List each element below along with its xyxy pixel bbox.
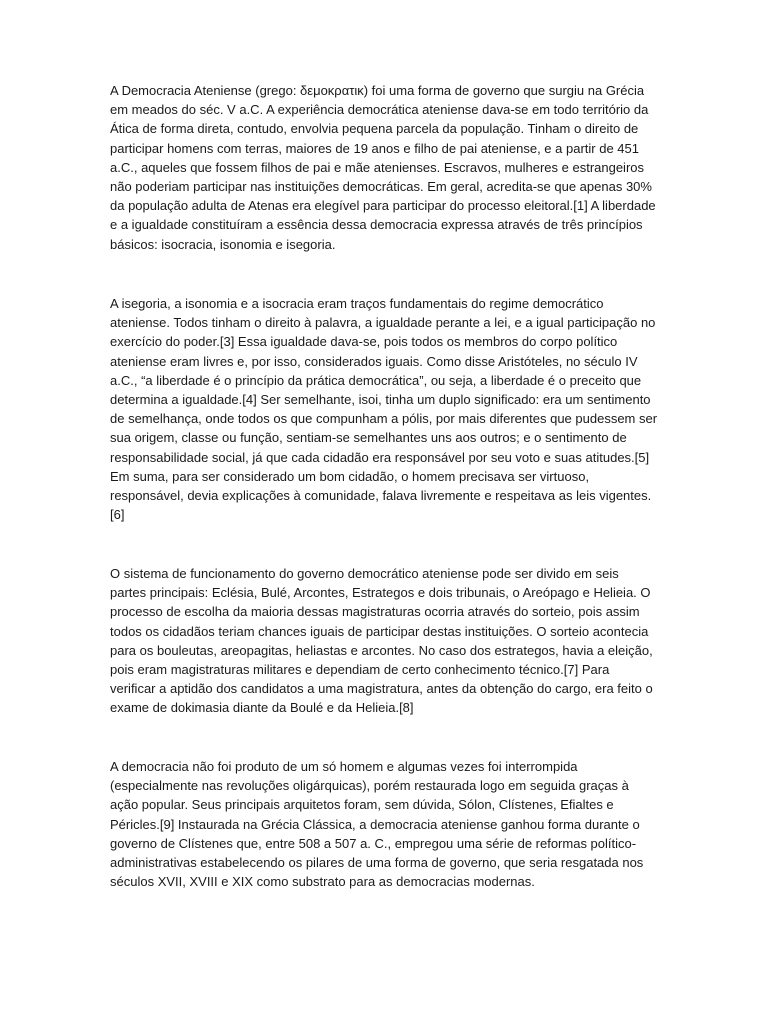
paragraph-athenian-democracy-intro: A Democracia Ateniense (grego: δεμοκρατικ) foi uma forma de governo que surgiu na Grécia em meados do séc. V a.C. A experiência democrática ateniense dava-se em todo território da Ática de forma direta, contudo, envolvia pequena parcela da população. Tinham o direito de participar homens com terras, maiores de 19 anos e filho de pai ateniense, e a partir de 451 a.C., aqueles que fossem filhos de pai e mãe atenienses. Escravos, mulheres e estrangeiros não poderiam participar nas instituições democráticas. Em geral, acredita-se que apenas 30% da população adulta de Atenas era elegível para participar do processo eleitoral.[1] A liberdade e a igualdade constituíram a essência dessa democracia expressa através de três princípios básicos: isocracia, isonomia e isegoria. [110, 83, 656, 252]
paragraph-government-system: O sistema de funcionamento do governo democrático ateniense pode ser divido em seis partes principais: Eclésia, Bulé, Arcontes, Estrategos e dois tribunais, o Areópago e Helieia. O processo de escolha da maioria dessas magistraturas ocorria através do sorteio, pois assim todos os cidadãos teriam chances iguais de participar destas instituições. O sorteio acontecia para os bouleutas, areopagitas, heliastas e arcontes. No caso dos estrategos, havia a eleição, pois eram magistraturas militares e dependiam de certo conhecimento técnico.[7] Para verificar a aptidão dos candidatos a uma magistratura, antes da obtenção do cargo, era feito o exame de dokimasia diante da Boulé e da Helieia.[8] [110, 566, 653, 716]
paragraph-isegoria-isonomia-isocracia: A isegoria, a isonomia e a isocracia eram traços fundamentais do regime democrático ateniense. Todos tinham o direito à palavra, a igualdade perante a lei, e a igual participação no exercício do poder.[3] Essa igualdade dava-se, pois todos os membros do corpo político ateniense eram livres e, por isso, considerados iguais. Como disse Aristóteles, no século IV a.C., “a liberdade é o princípio da prática democrática”, ou seja, a liberdade é o preceito que determina a igualdade.[4] Ser semelhante, isoi, tinha um duplo significado: era um sentimento de semelhança, onde todos os que compunham a pólis, por mais diferentes que pudessem ser sua origem, classe ou função, sentiam-se semelhantes uns aos outros; e o sentimento de responsabilidade social, já que cada cidadão era responsável por seu voto e suas atitudes.[5] Em suma, para ser considerado um bom cidadão, o homem precisava ser virtuoso, responsável, devia explicações à comunidade, falava livremente e respeitava as leis vigentes.[6] [110, 296, 658, 523]
paragraph-democracy-history: A democracia não foi produto de um só homem e algumas vezes foi interrompida (especialmente nas revoluções oligárquicas), porém restaurada logo em seguida graças à ação popular. Seus principais arquitetos foram, sem dúvida, Sólon, Clístenes, Efialtes e Péricles.[9] Instaurada na Grécia Clássica, a democracia ateniense ganhou forma durante o governo de Clístenes que, entre 508 a 507 a. C., empregou uma série de reformas político-administrativas estabelecendo os pilares de uma forma de governo, que seria resgatada nos séculos XVII, XVIII e XIX como substrato para as democracias modernas. [110, 759, 644, 890]
